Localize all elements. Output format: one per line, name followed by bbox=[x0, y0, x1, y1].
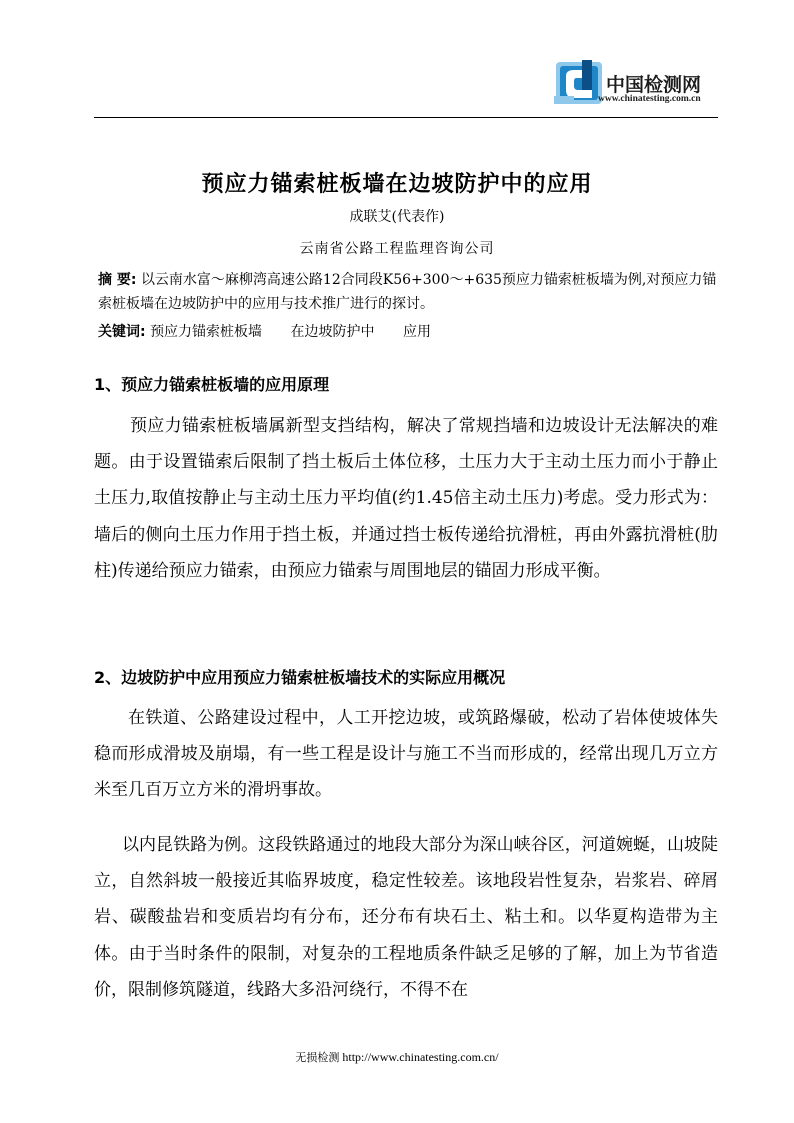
site-logo[interactable] bbox=[552, 56, 714, 112]
keywords-label: 关键词: bbox=[98, 324, 146, 340]
article-title: 预应力锚索桩板墙在边坡防护中的应用 bbox=[201, 171, 593, 197]
keyword: 应用 bbox=[402, 324, 431, 340]
keyword: 预应力锚索桩板墙 bbox=[150, 324, 263, 340]
abstract-text: 以云南水富～麻柳湾高速公路12合同段K56+300～+635预应力锚索桩板墙为例,对预应力锚索桩板墙在边坡防护中的应用与技术推广进行的探讨。 bbox=[98, 272, 717, 312]
keyword: 在边坡防护中 bbox=[290, 324, 375, 340]
logo-url: www.chinatesting.com.cn bbox=[598, 94, 701, 104]
abstract-label: 摘 要: bbox=[98, 272, 137, 288]
abstract bbox=[98, 268, 718, 316]
paragraph: 在铁道、公路建设过程中，人工开挖边坡，或筑路爆破，松动了岩体使坡体失稳而形成滑坡及崩塌，有一些工程是设计与施工不当而形成的，经常出现几万立方米至几百万立方米的滑坍事故。 bbox=[94, 708, 718, 801]
paragraph: 预应力锚索桩板墙属新型支挡结构，解决了常规挡墙和边坡设计无法解决的难题。由于设置锚索后限制了挡土板后土体位移，土压力大于主动土压力而小于静止土压力,取值按静止与主动土压力平均值(约1.45倍主动土压力)考虑。受力形式为：墙后的侧向土压力作用于挡土板，并通过挡士板传递给抗滑桩，再由外露抗滑桩(肋柱)传递给预应力锚索，由预应力锚索与周围地层的锚固力形成平衡。 bbox=[94, 416, 718, 581]
keywords bbox=[98, 320, 718, 344]
article-organization: 云南省公路工程监理咨询公司 bbox=[299, 241, 495, 257]
header-divider bbox=[94, 117, 718, 118]
page-footer bbox=[0, 1049, 794, 1065]
article-author: 成联艾(代表作) bbox=[349, 209, 445, 225]
section-heading: 2、边坡防护中应用预应力锚索桩板墙技术的实际应用概况 bbox=[94, 668, 506, 687]
paragraph: 以内昆铁路为例。这段铁路通过的地段大部分为深山峡谷区，河道婉蜒，山坡陡立，自然斜坡一般接近其临界坡度，稳定性较差。该地段岩性复杂，岩浆岩、碎屑岩、碳酸盐岩和变质岩均有分布，还分布有块石土、粘土和。以华夏构造带为主体。由于当时条件的限制，对复杂的工程地质条件缺乏足够的了解，加上为节省造价，限制修筑隧道，线路大多沿河绕行，不得不在 bbox=[94, 835, 718, 1000]
footer-site-name: 无损检测 bbox=[295, 1051, 340, 1064]
logo-mark-icon bbox=[552, 56, 604, 108]
logo-name: 中国检测网 bbox=[606, 74, 702, 96]
footer-url[interactable]: http://www.chinatesting.com.cn/ bbox=[342, 1050, 499, 1064]
section-heading: 1、预应力锚索桩板墙的应用原理 bbox=[94, 375, 330, 394]
